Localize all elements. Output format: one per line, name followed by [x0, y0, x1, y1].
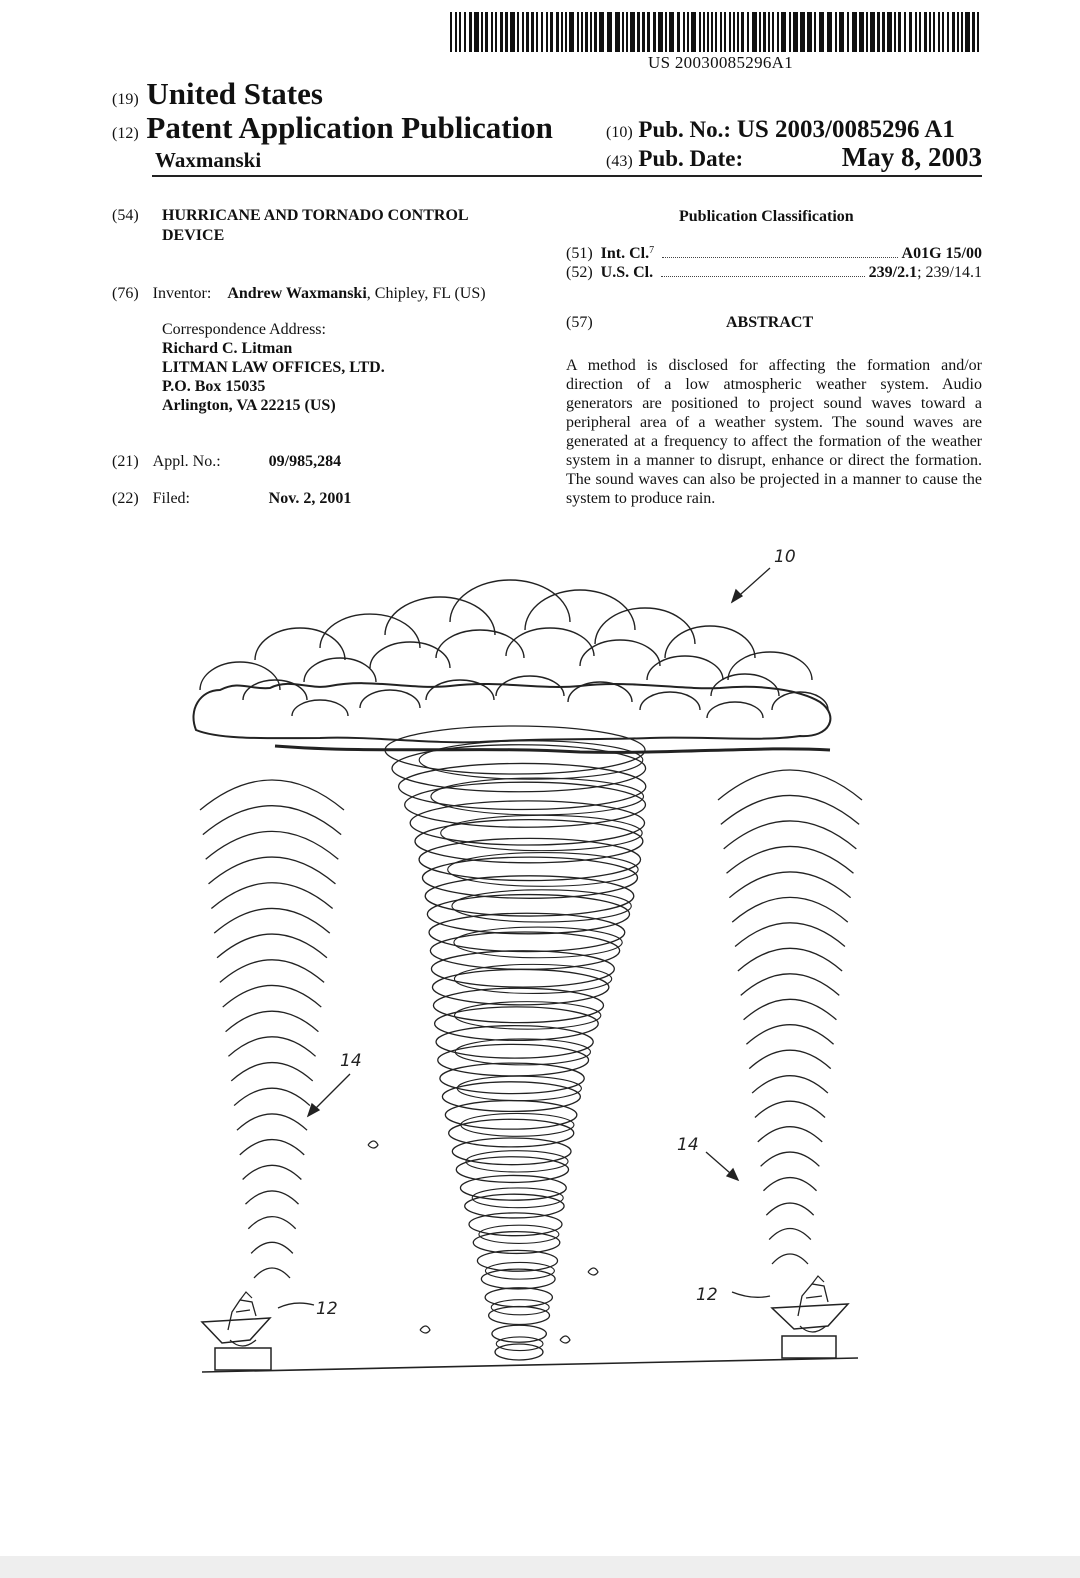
application-label: Appl. No.: [152, 453, 221, 470]
abstract-text: A method is disclosed for affecting the formation and/or direction of a low atmospheric weather system. Audio generators are positioned to project sound waves toward a peripheral area of a weather system. The sound waves are generated at a frequency to affect the formation of the weather system in a manner to disrupt, enhance or direct the formation. The sound waves can also be projected in a manner to cause the system to produce rain. [566, 357, 982, 507]
invention-title: HURRICANE AND TORNADO CONTROL DEVICE [162, 207, 468, 244]
leader-dots [662, 245, 897, 258]
reference-numeral-10: 10 [774, 547, 796, 567]
tornado-funnel [385, 726, 646, 1360]
leader-dots [661, 264, 865, 277]
us-cl-value-primary: 239/2.1 [868, 264, 918, 281]
title-field [112, 206, 532, 246]
int-cl-edition: 7 [649, 245, 655, 256]
filed-label: Filed: [152, 490, 190, 507]
filed-date: Nov. 2, 2001 [268, 490, 352, 507]
reference-numeral-12-left: 12 [316, 1299, 338, 1319]
abstract-heading: ABSTRACT [726, 314, 814, 331]
correspondence-address [162, 320, 385, 415]
inventor-code: (76) [112, 285, 139, 302]
reference-numeral-12-right: 12 [696, 1285, 718, 1305]
publication-type-code: (12) [112, 125, 139, 142]
debris [368, 1141, 598, 1343]
correspondence-line: LITMAN LAW OFFICES, LTD. [162, 359, 385, 376]
pub-number-line [606, 116, 955, 144]
inventor-name: Andrew Waxmanski [227, 285, 367, 302]
correspondence-line: P.O. Box 15035 [162, 378, 266, 395]
country-line [112, 76, 323, 112]
country-name: United States [146, 76, 323, 111]
filed-field [112, 490, 351, 508]
int-cl-label: Int. Cl. [600, 245, 650, 262]
inventor-surname: Waxmanski [155, 148, 262, 172]
reference-numeral-14-right: 14 [677, 1135, 699, 1155]
sound-waves-left [200, 780, 344, 1278]
sound-waves-right [718, 770, 862, 1264]
viewer-bottom-bar [0, 1556, 1080, 1578]
audio-generator-left [202, 1292, 271, 1370]
patent-drawing [180, 540, 880, 1390]
pub-date-label: Pub. Date: [638, 146, 744, 171]
us-cl-value-secondary: ; 239/14.1 [917, 264, 982, 281]
pub-number: US 2003/0085296 A1 [736, 116, 955, 143]
pub-date: May 8, 2003 [841, 142, 982, 172]
pub-date-line [606, 146, 743, 172]
reference-numeral-14-left: 14 [340, 1051, 362, 1071]
int-cl-code: (51) [566, 245, 593, 262]
application-number-field [112, 453, 341, 471]
pub-number-label: Pub. No.: [638, 117, 732, 142]
pub-date-code: (43) [606, 153, 633, 170]
filed-code: (22) [112, 490, 139, 507]
abstract-code: (57) [566, 314, 593, 331]
us-cl-label: U.S. Cl. [600, 264, 654, 281]
publication-type-line [112, 110, 553, 146]
correspondence-line: Richard C. Litman [162, 340, 293, 357]
us-cl-row [566, 264, 982, 282]
barcode-pub-number: US 20030085296A1 [648, 53, 794, 72]
pub-number-code: (10) [606, 124, 633, 141]
header-divider [152, 175, 982, 177]
barcode [450, 12, 982, 52]
inventor-place: , Chipley, FL (US) [366, 285, 486, 302]
correspondence-line: Arlington, VA 22215 (US) [162, 397, 336, 414]
int-cl-value: A01G 15/00 [901, 245, 982, 262]
correspondence-label: Correspondence Address: [162, 321, 326, 338]
int-cl-row [566, 245, 982, 263]
inventor-label: Inventor: [152, 285, 212, 302]
ground-line [202, 1358, 858, 1372]
us-cl-code: (52) [566, 264, 593, 281]
audio-generator-right [772, 1276, 848, 1358]
publication-type: Patent Application Publication [146, 110, 553, 145]
application-number: 09/985,284 [268, 453, 342, 470]
title-code: (54) [112, 207, 139, 224]
inventor-field [112, 285, 486, 303]
country-code: (19) [112, 91, 139, 108]
application-code: (21) [112, 453, 139, 470]
classification-heading: Publication Classification [679, 208, 854, 225]
reference-arrows [278, 568, 770, 1308]
